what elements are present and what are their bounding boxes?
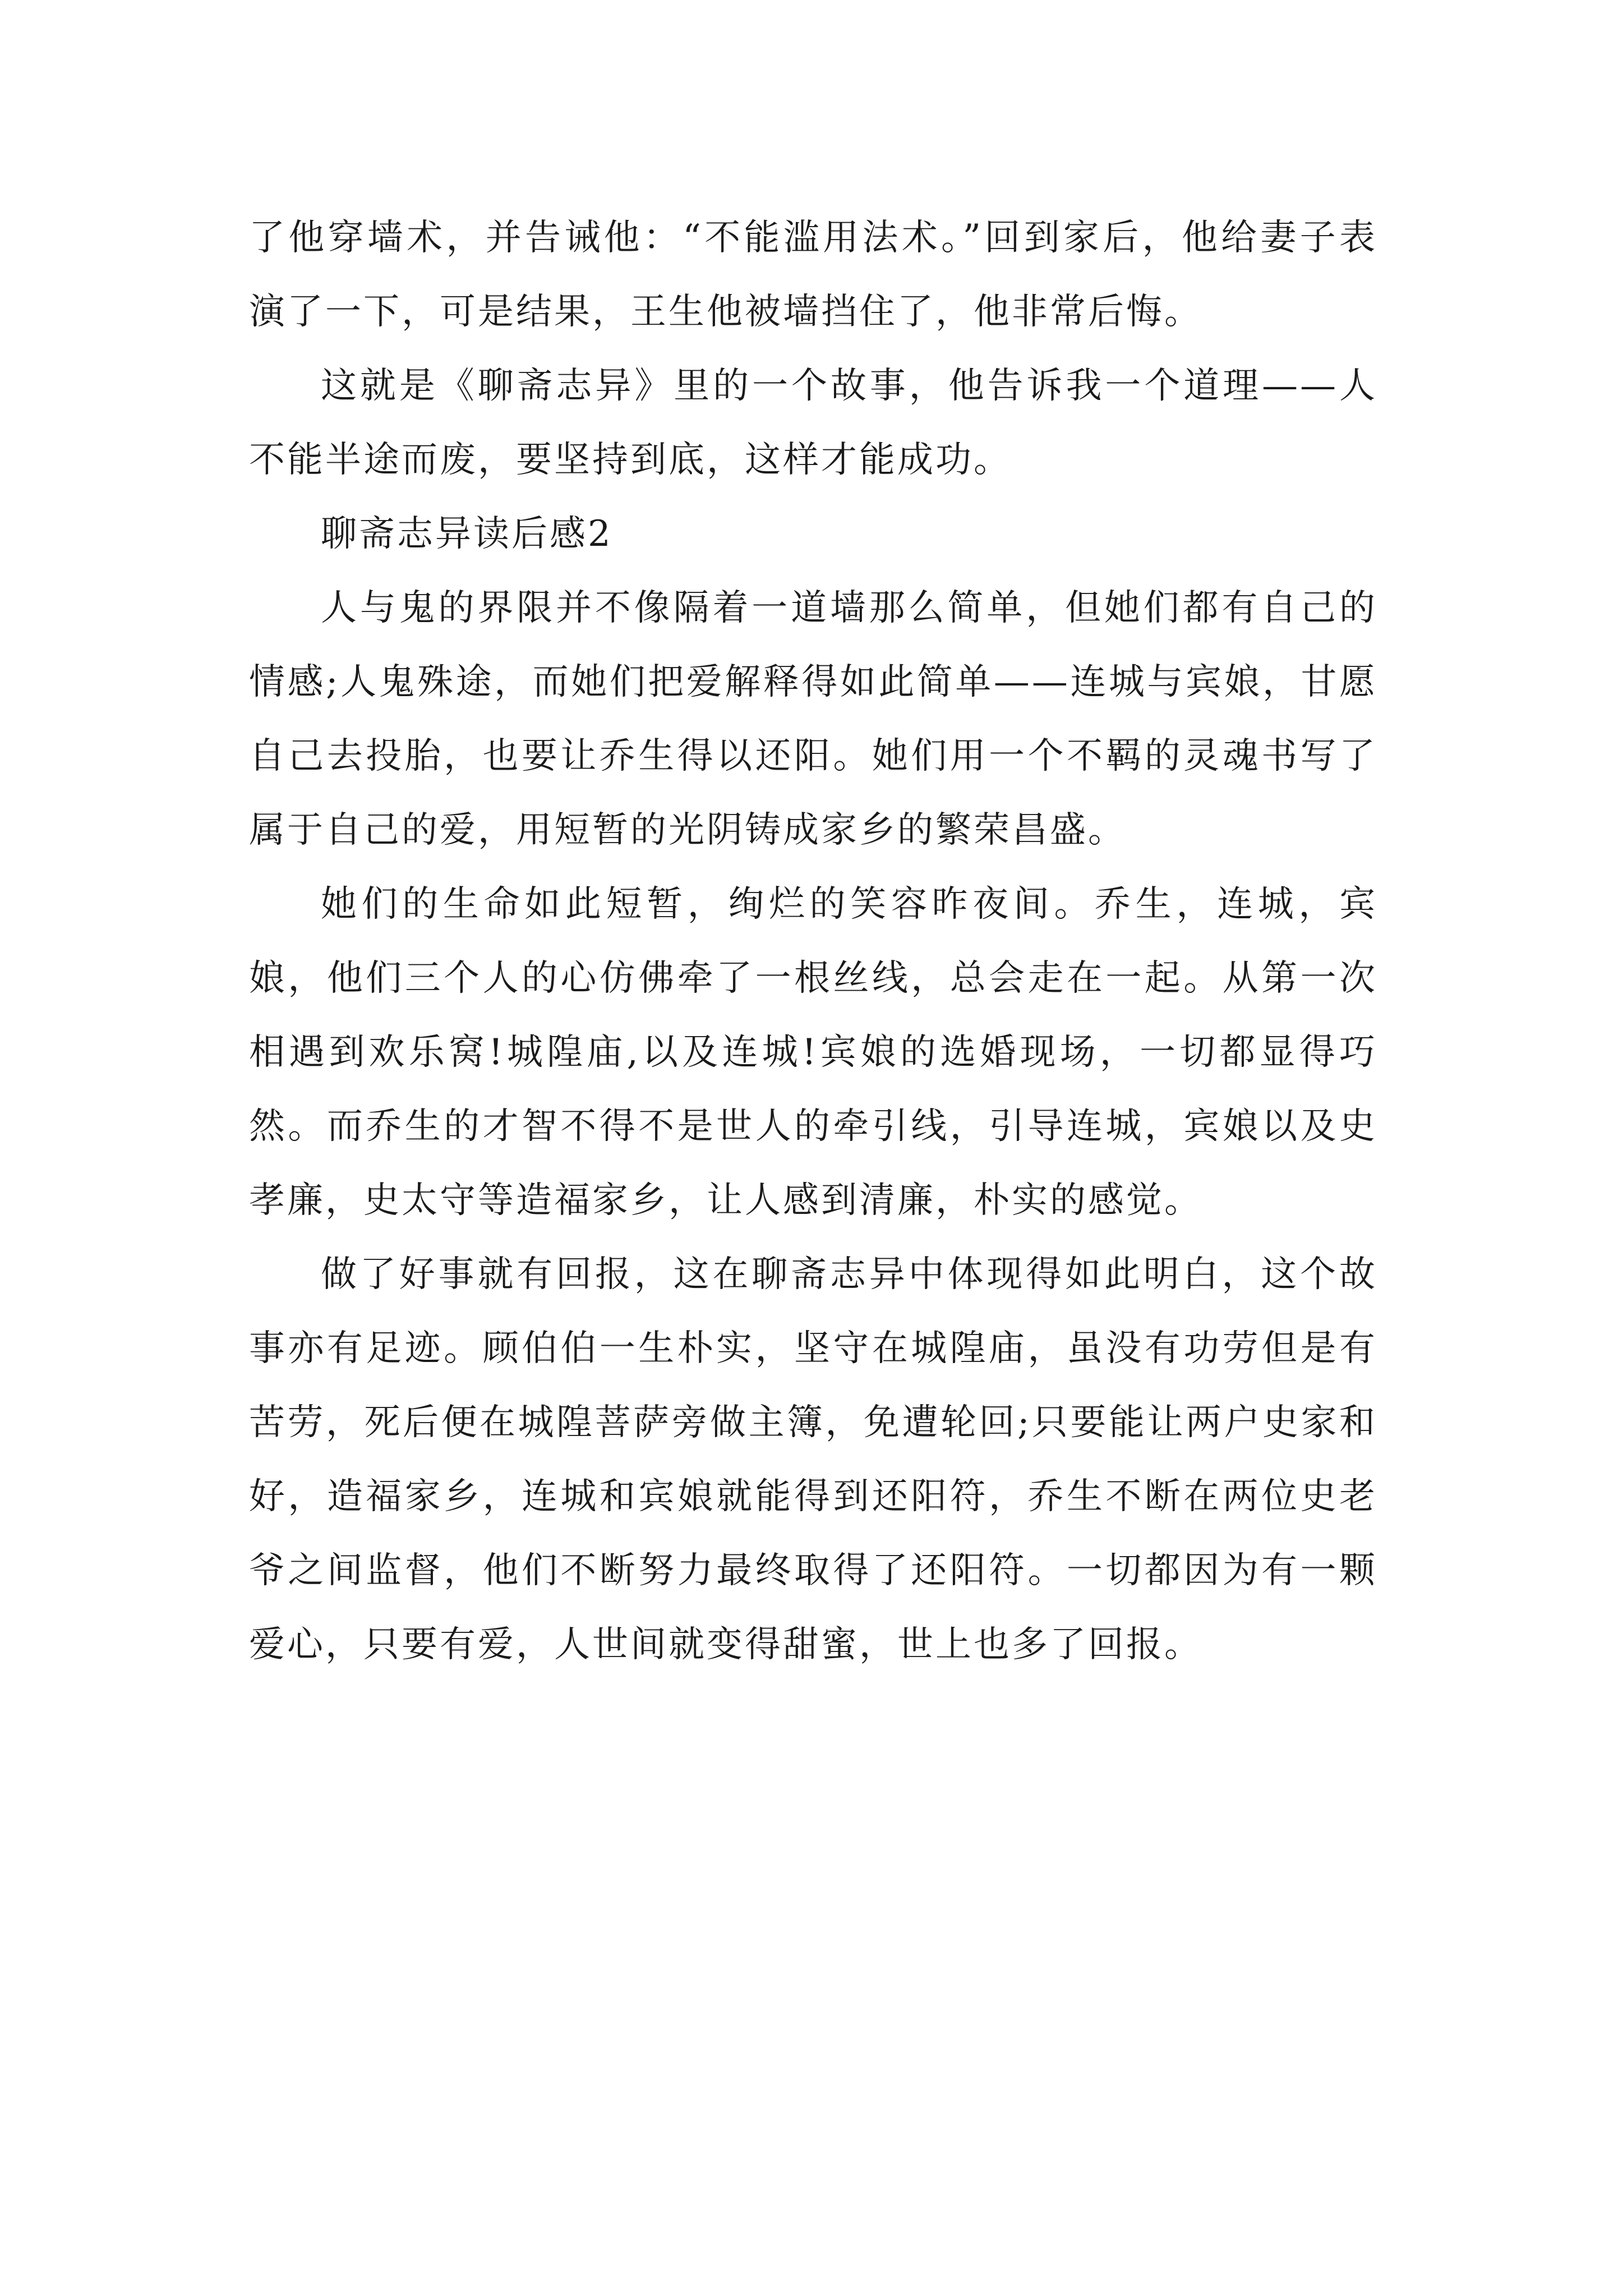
paragraph-continuation: 了他穿墙术，并告诫他：“不能滥用法术。”回到家后，他给妻子表演了一下，可是结果，王生他被墙挡住了，他非常后悔。	[249, 217, 1377, 333]
paragraph-body-1: 人与鬼的界限并不像隔着一道墙那么简单，但她们都有自己的情感;人鬼殊途，而她们把爱解释得如此简单——连城与宾娘，甘愿自己去投胎，也要让乔生得以还阳。她们用一个不羁的灵魂书写了属于自己的爱，用短暂的光阴铸成家乡的繁荣昌盛。	[249, 587, 1377, 851]
paragraph-conclusion: 这就是《聊斋志异》里的一个故事，他告诉我一个道理——人不能半途而废，要坚持到底，这样才能成功。	[249, 365, 1377, 481]
paragraph-body-2: 她们的生命如此短暂，绚烂的笑容昨夜间。乔生，连城，宾娘，他们三个人的心仿佛牵了一根丝线，总会走在一起。从第一次相遇到欢乐窝!城隍庙,以及连城!宾娘的选婚现场，一切都显得巧然。而乔生的才智不得不是世人的牵引线，引导连城，宾娘以及史孝廉，史太守等造福家乡，让人感到清廉，朴实的感觉。	[249, 884, 1377, 1221]
section-heading: 聊斋志异读后感2	[321, 513, 613, 555]
document-page	[249, 201, 1377, 1682]
paragraph-body-3: 做了好事就有回报，这在聊斋志异中体现得如此明白，这个故事亦有足迹。顾伯伯一生朴实，坚守在城隍庙，虽没有功劳但是有苦劳，死后便在城隍菩萨旁做主簿，免遭轮回;只要能让两户史家和好，造福家乡，连城和宾娘就能得到还阳符，乔生不断在两位史老爷之间监督，他们不断努力最终取得了还阳符。一切都因为有一颗爱心，只要有爱，人世间就变得甜蜜，世上也多了回报。	[249, 1254, 1377, 1665]
